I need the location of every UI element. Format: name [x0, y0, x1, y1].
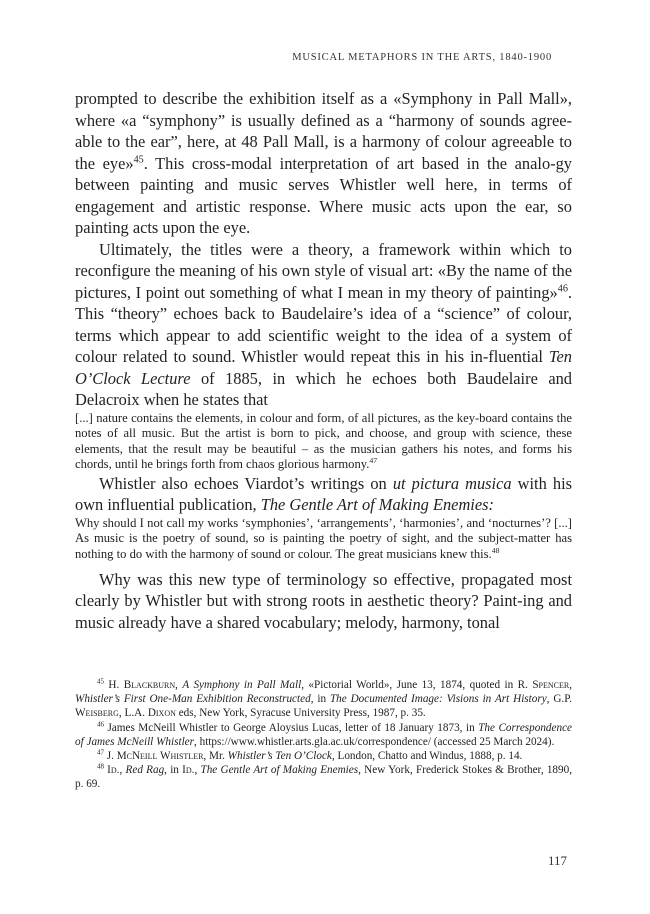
- text: prompted to describe the exhibition itself as a «Symphony in Pall Mall», where «a “symphony” is usually defined as a “harmony of sounds agree-able to the ear”, here, at 48 Pall Mall, is a harmony of colour agreeable to the eye»: [75, 89, 572, 173]
- text: eds, New York, Syracuse University Press, 1987, p. 35.: [175, 707, 426, 720]
- text: . This cross-modal interpretation of art based in the analo-gy between painting and music serves Whistler well here, in terms of engagement and artistic response. Where music acts upon the ear, so painting acts upon the eye.: [75, 153, 573, 237]
- page-number: 117: [548, 853, 568, 868]
- author: Spencer: [532, 679, 570, 691]
- author: Id.: [107, 764, 120, 777]
- footnote-number: 48: [97, 762, 104, 771]
- link-text[interactable]: , https://www.whistler.arts.gla.ac.uk/correspondence/ (accessed 25 March 2024).: [194, 735, 555, 748]
- author: Id.: [182, 764, 195, 777]
- paragraph-2: [75, 239, 572, 411]
- running-header: MUSICAL METAPHORS IN THE ARTS, 1840-1900: [292, 52, 552, 63]
- text: , London, Chatto and Windus, 1888, p. 14.: [331, 750, 523, 763]
- text: Ultimately, the titles were a theory, a framework within which to reconfigure the meaning of his own style of visual art: «By the name of the pictures, I point out something of what I mean in my theory of painting»: [75, 239, 572, 302]
- paragraph-3: [75, 473, 572, 516]
- text: , in: [310, 693, 330, 706]
- text: James McNeill Whistler to George Aloysius Lucas, letter of 18 January 1873, in: [107, 721, 479, 734]
- footnote-number: 45: [97, 677, 104, 686]
- author: McNeill Whistler: [116, 750, 204, 763]
- text: , L.A.: [118, 707, 148, 720]
- text: Why should I not call my works ‘symphonies’, ‘arrangements’, ‘harmonies’, and ‘nocturnes’? [...] As music is the poetry of sound, so is painting the poetry of sight, and the subject-matter has nothing to do with the harmony of sound or colour. The great musicians knew this.: [75, 515, 572, 562]
- text: ,: [119, 764, 126, 777]
- footnote-47: [75, 749, 572, 763]
- paragraph-4: Why was this new type of terminology so effective, propagated most clearly by Whistler but with strong roots in aesthetic theory? Paint-ing and music already have a shared vocabulary; melody, harmony, tonal: [75, 569, 572, 632]
- author: Blackburn: [123, 679, 176, 691]
- text: , in: [164, 764, 183, 777]
- text: , New York, Frederick Stokes & Brother, 1890, p. 69.: [75, 764, 573, 791]
- text: with his own influential publication,: [75, 473, 572, 515]
- title: The Correspondence of James McNeill Whistler: [75, 721, 573, 748]
- title: Whistler’s Ten O’Clock: [227, 750, 332, 763]
- footnote-45: [75, 678, 572, 721]
- footnotes: [75, 678, 572, 792]
- block-quote-2: [75, 516, 572, 563]
- title: The Gentle Art of Making Enemies: [200, 764, 359, 777]
- title: The Documented Image: Visions in Art History: [329, 693, 547, 706]
- text: [...] nature contains the elements, in colour and form, of all pictures, as the key-board contains the notes of all music. But the artist is born to pick, and choose, and group with science, these elements, that the result may be beautiful – as the musician gathers his notes, and forms his chords, until he brings forth from chaos glorious harmony.: [75, 410, 572, 472]
- block-quote-1: [75, 411, 572, 473]
- footnote-ref-46[interactable]: 46: [557, 283, 568, 295]
- text: ,: [194, 764, 201, 777]
- text: ,: [175, 679, 183, 691]
- footnote-ref-48[interactable]: 48: [491, 545, 500, 555]
- italic-title: Ten O’Clock Lecture: [75, 347, 572, 388]
- main-text: [75, 88, 572, 633]
- footnote-46: [75, 721, 572, 749]
- text: , «Pictorial World», June 13, 1874, quoted in R.: [301, 679, 533, 691]
- text: ,: [569, 679, 573, 691]
- text: Whistler also echoes Viardot’s writings on: [99, 473, 393, 493]
- text: J.: [106, 750, 117, 763]
- author: Dixon: [147, 707, 176, 720]
- footnote-ref-47[interactable]: 47: [369, 456, 378, 466]
- footnote-number: 46: [97, 719, 104, 728]
- title: A Symphony in Pall Mall: [182, 679, 302, 691]
- author: Weisberg: [75, 707, 119, 720]
- title: Red Rag: [125, 764, 165, 777]
- text: , Mr.: [203, 750, 228, 763]
- text: of 1885, in which he echoes both Baudelaire and Delacroix when he states that: [75, 368, 572, 409]
- italic-term: ut pictura musica: [392, 473, 512, 493]
- paragraph-1: [75, 88, 572, 239]
- italic-title: The Gentle Art of Making Enemies:: [260, 495, 494, 515]
- footnote-48: [75, 763, 572, 791]
- text: H.: [108, 679, 124, 691]
- footnote-number: 47: [97, 748, 104, 757]
- footnote-ref-45[interactable]: 45: [133, 154, 144, 166]
- title: Whistler’s First One-Man Exhibition Reconstructed: [75, 693, 311, 706]
- text: , G.P.: [546, 693, 572, 706]
- text: . This “theory” echoes back to Baudelaire’s idea of a “science” of colour, terms which appear to add scientific weight to the idea of a system of colour related to sound. Whistler would repeat this in his in-fluential: [75, 282, 572, 366]
